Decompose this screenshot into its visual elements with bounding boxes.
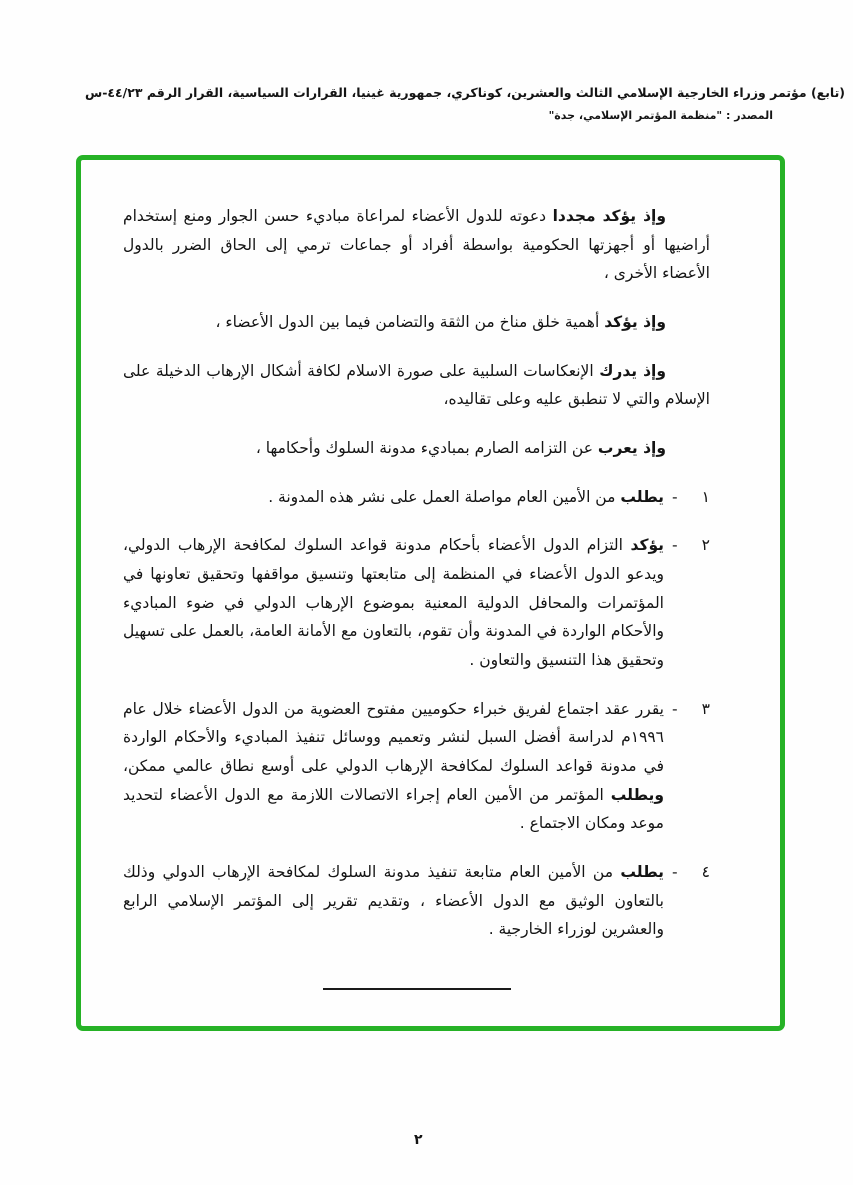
item-lead: يطلب <box>620 487 664 506</box>
item-dash: - <box>672 863 678 882</box>
paragraph-lead: وإذ يؤكد مجددا <box>552 207 666 225</box>
item-number: ٢ <box>701 536 710 555</box>
document-body <box>81 160 780 1026</box>
item-lead: يؤكد <box>630 536 664 555</box>
numbered-item-1 <box>123 483 710 512</box>
numbered-item-2 <box>123 531 710 674</box>
preamble-paragraph-2 <box>123 308 710 337</box>
item-marker <box>664 531 710 674</box>
item-text <box>123 858 664 944</box>
header-title: (تابع) مؤتمر وزراء الخارجية الإسلامي الثالث والعشرين، كوناكري، جمهورية غينيا، القرارات السياسية، القرار الرقم ٤٤/٢٣-س <box>84 85 845 100</box>
numbered-item-3 <box>123 695 710 838</box>
preamble-paragraph-3 <box>123 357 710 414</box>
paragraph-text: دعوته للدول الأعضاء لمراعاة مباديء حسن الجوار ومنع إستخدام أراضيها أو أجهزتها الحكومية بواسطة أفراد أو جماعات ترمي إلى الحاق الضرر بالدول الأعضاء الأخرى ، <box>123 207 710 283</box>
item-body: يقرر عقد اجتماع لفريق خبراء حكوميين مفتوح العضوية من الدول الأعضاء خلال عام ١٩٩٦م لدراسة أفضل السبل لنشر وتعميم ووسائل تنفيذ المباديء والأحكام الواردة في مدونة قواعد السلوك لمكافحة الإرهاب الدولي على أوسع نطاق عالمي ممكن، <box>123 699 664 776</box>
paragraph-lead: وإذ يعرب <box>597 439 666 458</box>
item-dash: - <box>672 699 678 718</box>
item-body: من الأمين العام متابعة تنفيذ مدونة السلوك لمكافحة الإرهاب الدولي وذلك بالتعاون الوثيق مع الدول الأعضاء ، وتقديم تقرير إلى المؤتمر الإسلامي الرابع والعشرين لوزراء الخارجية . <box>123 863 664 939</box>
preamble-paragraph-1 <box>123 202 710 288</box>
item-mid-lead: ويطلب <box>610 785 664 804</box>
header-source: المصدر : "منظمة المؤتمر الإسلامي، جدة" <box>548 108 773 122</box>
item-body: من الأمين العام مواصلة العمل على نشر هذه المدونة . <box>268 487 621 506</box>
item-dash: - <box>672 487 678 506</box>
paragraph-text: أهمية خلق مناخ من الثقة والتضامن فيما بين الدول الأعضاء ، <box>215 313 605 332</box>
numbered-item-4 <box>123 858 710 944</box>
page-number: ٢ <box>414 1132 423 1148</box>
item-number: ٣ <box>701 699 710 718</box>
item-lead: يطلب <box>620 863 664 882</box>
paragraph-lead: وإذ يدرك <box>599 361 667 380</box>
paragraph-text: الإنعكاسات السلبية على صورة الاسلام لكافة أشكال الإرهاب الدخيلة على الإسلام والتي لا تنطبق عليه وعلى تقاليده، <box>123 361 710 409</box>
paragraph-lead: وإذ يؤكد <box>604 313 666 332</box>
separator-line <box>323 988 511 990</box>
item-body: المؤتمر من الأمين العام إجراء الاتصالات اللازمة مع الدول الأعضاء لتحديد موعد ومكان الاجتماع . <box>123 785 664 833</box>
item-body: التزام الدول الأعضاء بأحكام مدونة قواعد السلوك لمكافحة الإرهاب الدولي، ويدعو الدول الأعضاء في المنظمة إلى متابعتها وتنسيق مواقفها وتحقيق تعاونها في المؤتمرات والمحافل الدولية المعنية بموضوع الإرهاب الدولي في ضوء المباديء والأحكام الواردة في المدونة وأن تقوم، بالتعاون مع الأمانة العامة، بالعمل على تسهيل وتحقيق هذا التنسيق والتعاون . <box>123 536 664 670</box>
document-header <box>40 84 845 122</box>
paragraph-text: عن التزامه الصارم بمباديء مدونة السلوك وأحكامها ، <box>255 439 598 458</box>
item-text <box>123 531 664 674</box>
preamble-paragraph-4 <box>123 434 710 463</box>
item-marker <box>664 858 710 944</box>
item-marker <box>664 483 710 512</box>
item-text <box>123 695 664 838</box>
item-number: ٤ <box>701 863 710 882</box>
item-marker <box>664 695 710 838</box>
item-number: ١ <box>701 487 710 506</box>
item-text <box>123 483 664 512</box>
document-content-frame <box>76 155 785 1031</box>
item-dash: - <box>672 536 678 555</box>
